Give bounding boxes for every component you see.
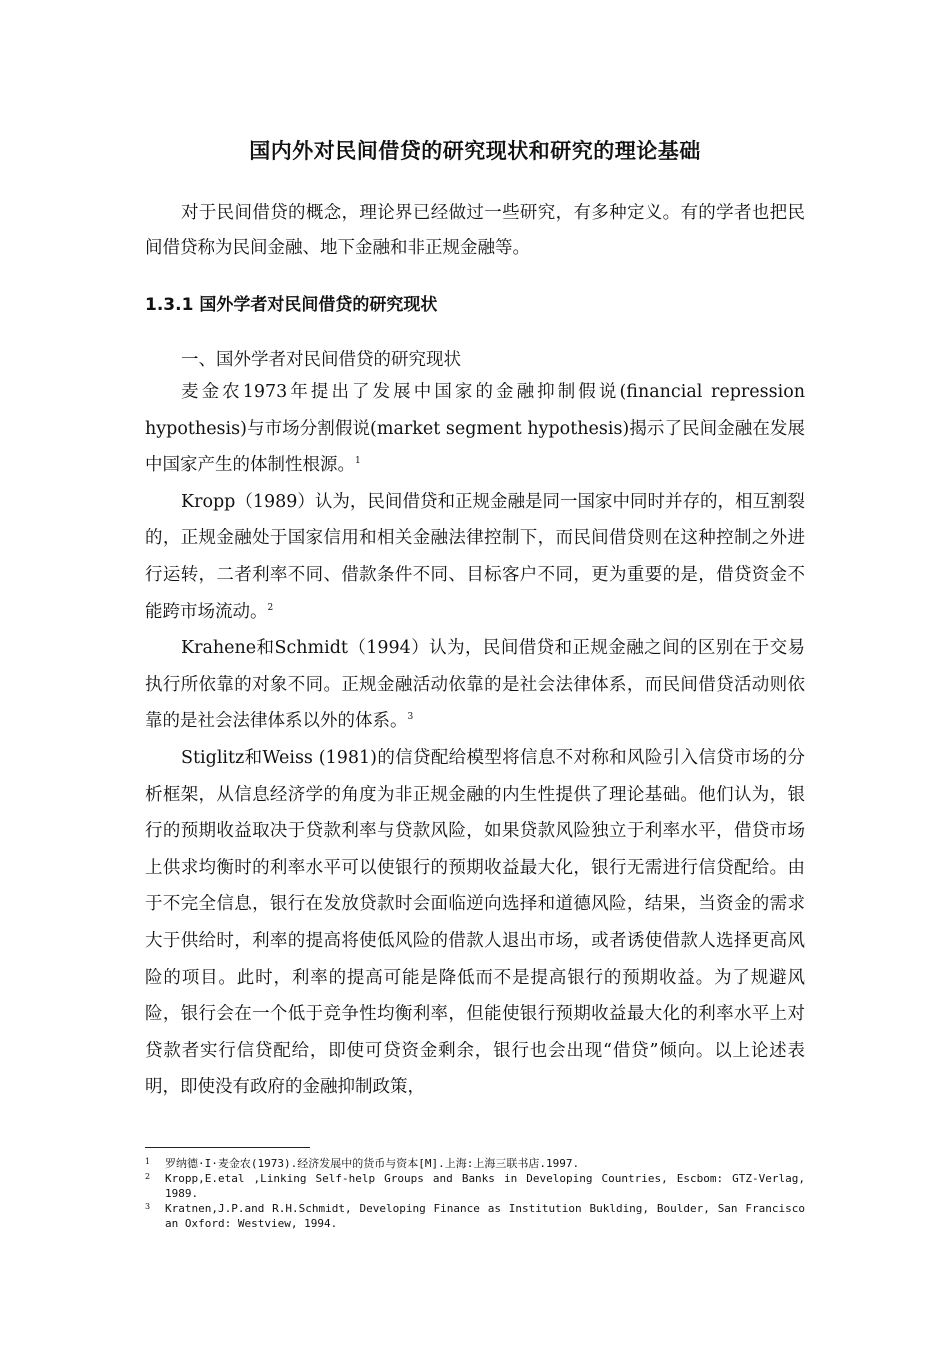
footnote-mark: 1 (145, 1157, 151, 1166)
footnote-ref-3[interactable]: 3 (407, 712, 414, 723)
paragraph-text: Krahene和Schmidt（1994）认为，民间借贷和正规金融之间的区别在于交易执行所依靠的对象不同。正规金融活动依靠的是社会法律体系，而民间借贷活动则依靠的是社会法律体系以外的体系。 (145, 638, 805, 732)
footnote-text: 罗纳德·I·麦金农(1973).经济发展中的货币与资本[M].上海:上海三联书店.1997. (165, 1157, 580, 1170)
paragraph-kropp (145, 484, 805, 630)
paragraph-text: Kropp（1989）认为，民间借贷和正规金融是同一国家中同时并存的，相互割裂的，正规金融处于国家信用和相关金融法律控制下，而民间借贷则在这种控制之外进行运转，二者利率不同、借款条件不同、目标客户不同，更为重要的是，借贷资金不能跨市场流动。 (145, 491, 805, 622)
footnote-text: Kratnen,J.P.and R.H.Schmidt, Developing Finance as Institution Bukldi​ng, Boulder, San Francisco an Oxford: Westview, 1994. (165, 1202, 805, 1230)
footnote-text: Kropp,E.etal ,Linking Self-help Groups and Banks in Developing Countries, Escbom: GTZ-Verlag, 1989. (165, 1172, 805, 1200)
body-text (145, 346, 805, 1106)
footnote-item (145, 1171, 805, 1201)
footnotes (145, 1156, 805, 1231)
footnote-mark: 3 (145, 1202, 151, 1211)
footnote-ref-1[interactable]: 1 (355, 456, 361, 467)
footnote-divider (145, 1147, 310, 1148)
paragraph-text: Stiglitz和Weiss (1981)的信贷配给模型将信息不对称和风险引入信贷市场的分析框架，从信息经济学的角度为非正规金融的内生性提供了理论基础。他们认为，银行的预期收益取决于贷款利率与贷款风险，如果贷款风险独立于利率水平，借贷市场上供求均衡时的利率水平可以使银行的预期收益最大化，银行无需进行信贷配给。由于不完全信息，银行在发放贷款时会面临逆向选择和道德风险，结果，当资金的需求大于供给时，利率的提高将使低风险的借款人退出市场，或者诱使借款人选择更高风险的项目。此时，利率的提高可能是降低而不是提高银行的预期收益。为了规避风险，银行会在一个低于竞争性均衡利率，但能使银行预期收益最大化的利率水平上对贷款者实行信贷配给，即使可贷资金剩余，银行也会出现“借贷”倾向。以上论述表明，即使没有政府的金融抑制政策， (145, 747, 805, 1098)
document-title: 国内外对民间借贷的研究现状和研究的理论基础 (249, 139, 701, 163)
footnote-item (145, 1156, 805, 1171)
section-heading: 1.3.1 国外学者对民间借贷的研究现状 (145, 295, 438, 315)
paragraph-stiglitz (145, 740, 805, 1106)
subheading: 一、国外学者对民间借贷的研究现状 (181, 350, 461, 370)
footnote-ref-2[interactable]: 2 (267, 602, 274, 613)
paragraph-mckinnon (145, 374, 805, 484)
intro-paragraph: 对于民间借贷的概念，理论界已经做过一些研究，有多种定义。有的学者也把民间借贷称为民间金融、地下金融和非正规金融等。 (145, 203, 805, 258)
footnote-item (145, 1201, 805, 1231)
footnote-mark: 2 (145, 1172, 151, 1181)
paragraph-text: 麦金农1973年提出了发展中国家的金融抑制假说(financial repression hypothesis)与市场分割假说(market segment hypothesis)揭示了民间金融在发展中国家产生的体制性根源。 (145, 382, 805, 476)
paragraph-krahene (145, 630, 805, 740)
